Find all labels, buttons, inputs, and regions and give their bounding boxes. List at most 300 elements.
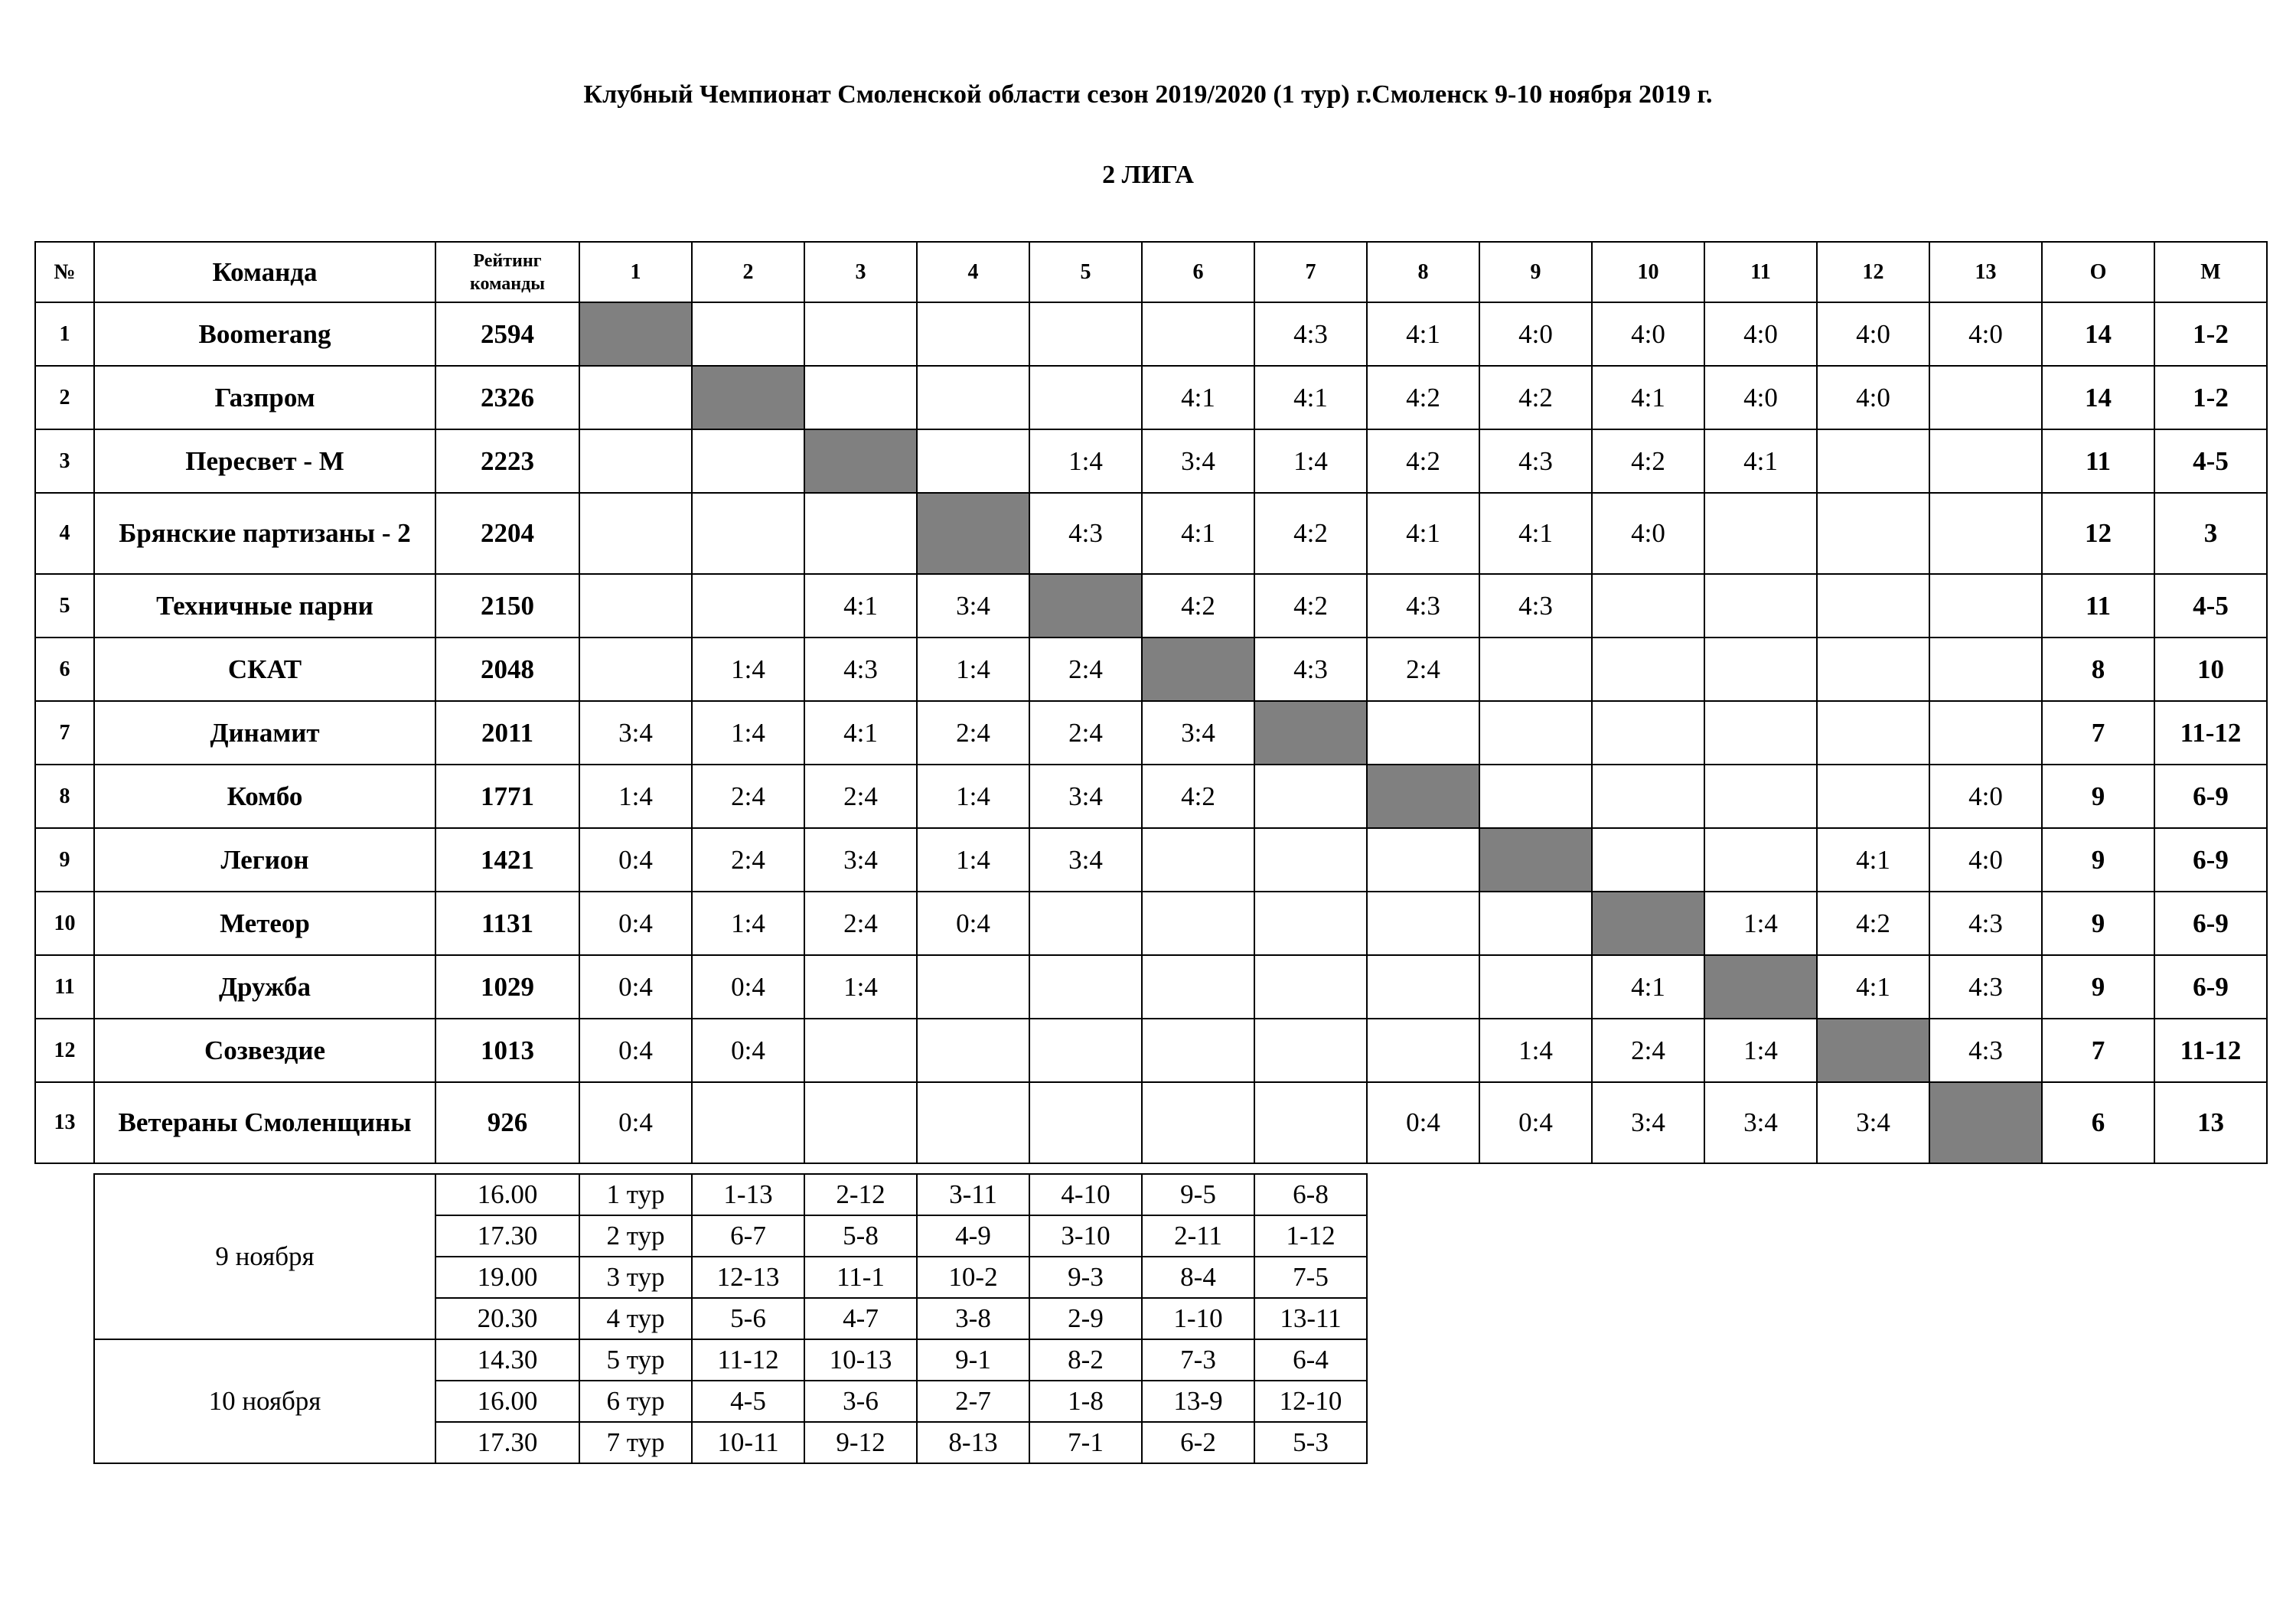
result-cell: 4:2 (1254, 574, 1367, 638)
result-cell: 0:4 (579, 1019, 692, 1082)
schedule-game: 3-6 (804, 1381, 917, 1422)
result-cell: 0:4 (1479, 1082, 1592, 1163)
header-rating (435, 242, 579, 302)
result-cell (1817, 638, 1929, 701)
result-cell: 2:4 (692, 828, 804, 892)
result-cell: 0:4 (579, 828, 692, 892)
schedule-game: 11-1 (804, 1257, 917, 1298)
diagonal-cell (1479, 828, 1592, 892)
result-cell: 1:4 (692, 892, 804, 955)
team-place: 1-2 (2154, 366, 2267, 429)
result-cell (1929, 701, 2042, 765)
league-title: 2 ЛИГА (1102, 161, 1194, 189)
document-title: Клубный Чемпионат Смоленской области сезон 2019/2020 (1 тур) г.Смоленск 9-10 ноября 2019 г. (583, 80, 1713, 109)
team-place: 10 (2154, 638, 2267, 701)
schedule-time: 14.30 (435, 1339, 579, 1381)
schedule-game: 7-3 (1142, 1339, 1254, 1381)
schedule-game: 2-12 (804, 1174, 917, 1215)
result-cell: 2:4 (1592, 1019, 1704, 1082)
result-cell (1929, 493, 2042, 574)
result-cell: 2:4 (1029, 638, 1142, 701)
result-cell: 4:1 (1479, 493, 1592, 574)
schedule-game: 2-7 (917, 1381, 1029, 1422)
result-cell (1929, 574, 2042, 638)
team-name: Комбо (94, 765, 435, 828)
result-cell (1592, 828, 1704, 892)
result-cell: 3:4 (1029, 765, 1142, 828)
result-cell (1704, 828, 1817, 892)
result-cell (1367, 701, 1479, 765)
header-rating-line2: команды (470, 273, 545, 294)
schedule-game: 1-8 (1029, 1381, 1142, 1422)
result-cell (1592, 574, 1704, 638)
schedule-game: 8-2 (1029, 1339, 1142, 1381)
team-rating: 1029 (435, 955, 579, 1019)
result-cell (1029, 955, 1142, 1019)
result-cell (1592, 765, 1704, 828)
schedule-game: 9-3 (1029, 1257, 1142, 1298)
result-cell: 1:4 (917, 638, 1029, 701)
result-cell: 4:0 (1929, 828, 2042, 892)
result-cell (804, 1082, 917, 1163)
result-cell: 4:1 (1254, 366, 1367, 429)
result-cell (917, 366, 1029, 429)
header-opponent-4: 4 (917, 242, 1029, 302)
result-cell (917, 1082, 1029, 1163)
result-cell: 1:4 (917, 765, 1029, 828)
result-cell: 4:1 (1817, 955, 1929, 1019)
result-cell (1817, 765, 1929, 828)
result-cell (1817, 574, 1929, 638)
team-name: Динамит (94, 701, 435, 765)
row-number: 2 (35, 366, 94, 429)
team-name: Пересвет - М (94, 429, 435, 493)
team-rating: 2326 (435, 366, 579, 429)
result-cell: 4:2 (1817, 892, 1929, 955)
result-cell (917, 429, 1029, 493)
team-points: 9 (2042, 828, 2154, 892)
schedule-round: 2 тур (579, 1215, 692, 1257)
schedule-game: 7-1 (1029, 1422, 1142, 1463)
standings-row (35, 302, 2267, 366)
result-cell: 3:4 (1029, 828, 1142, 892)
standings-row (35, 701, 2267, 765)
result-cell: 4:0 (1704, 366, 1817, 429)
header-opponent-1: 1 (579, 242, 692, 302)
header-place: М (2154, 242, 2267, 302)
schedule-body (94, 1174, 1367, 1463)
team-place: 6-9 (2154, 765, 2267, 828)
schedule-time: 16.00 (435, 1381, 579, 1422)
schedule-time: 19.00 (435, 1257, 579, 1298)
row-number: 5 (35, 574, 94, 638)
schedule-game: 1-12 (1254, 1215, 1367, 1257)
result-cell: 1:4 (692, 701, 804, 765)
result-cell: 0:4 (579, 892, 692, 955)
header-opponent-6: 6 (1142, 242, 1254, 302)
row-number: 3 (35, 429, 94, 493)
team-name: Брянские партизаны - 2 (94, 493, 435, 574)
result-cell: 0:4 (692, 1019, 804, 1082)
schedule-row (94, 1339, 1367, 1381)
schedule-game: 13-9 (1142, 1381, 1254, 1422)
standings-row (35, 765, 2267, 828)
schedule-time: 16.00 (435, 1174, 579, 1215)
schedule-table (93, 1173, 1368, 1464)
result-cell: 1:4 (1029, 429, 1142, 493)
result-cell: 4:0 (1929, 302, 2042, 366)
team-place: 13 (2154, 1082, 2267, 1163)
schedule-game: 12-13 (692, 1257, 804, 1298)
standings-row (35, 574, 2267, 638)
team-place: 11-12 (2154, 1019, 2267, 1082)
row-number: 8 (35, 765, 94, 828)
result-cell: 4:3 (804, 638, 917, 701)
result-cell: 4:2 (1142, 765, 1254, 828)
team-place: 6-9 (2154, 892, 2267, 955)
team-place: 6-9 (2154, 955, 2267, 1019)
result-cell (1704, 638, 1817, 701)
result-cell (692, 1082, 804, 1163)
diagonal-cell (804, 429, 917, 493)
result-cell: 4:1 (804, 574, 917, 638)
team-points: 11 (2042, 429, 2154, 493)
result-cell: 2:4 (917, 701, 1029, 765)
result-cell (1367, 955, 1479, 1019)
row-number: 4 (35, 493, 94, 574)
team-points: 7 (2042, 701, 2154, 765)
result-cell: 3:4 (1142, 701, 1254, 765)
result-cell: 4:0 (1817, 302, 1929, 366)
result-cell (1479, 701, 1592, 765)
schedule-game: 5-3 (1254, 1422, 1367, 1463)
result-cell (1479, 765, 1592, 828)
schedule-game: 11-12 (692, 1339, 804, 1381)
result-cell (1592, 701, 1704, 765)
schedule-game: 6-4 (1254, 1339, 1367, 1381)
result-cell (917, 1019, 1029, 1082)
result-cell: 2:4 (1029, 701, 1142, 765)
result-cell: 1:4 (1704, 892, 1817, 955)
team-points: 7 (2042, 1019, 2154, 1082)
result-cell (1704, 574, 1817, 638)
row-number: 12 (35, 1019, 94, 1082)
result-cell (1029, 366, 1142, 429)
result-cell (1367, 1019, 1479, 1082)
team-name: Метеор (94, 892, 435, 955)
diagonal-cell (692, 366, 804, 429)
result-cell: 4:3 (1479, 574, 1592, 638)
schedule-round: 3 тур (579, 1257, 692, 1298)
schedule-game: 9-1 (917, 1339, 1029, 1381)
diagonal-cell (1929, 1082, 2042, 1163)
result-cell: 4:0 (1592, 302, 1704, 366)
team-points: 8 (2042, 638, 2154, 701)
result-cell (1479, 955, 1592, 1019)
row-number: 9 (35, 828, 94, 892)
team-rating: 2223 (435, 429, 579, 493)
result-cell (1479, 892, 1592, 955)
header-team: Команда (94, 242, 435, 302)
team-points: 11 (2042, 574, 2154, 638)
result-cell: 4:1 (804, 701, 917, 765)
team-name: СКАТ (94, 638, 435, 701)
result-cell (1367, 828, 1479, 892)
result-cell (1029, 1082, 1142, 1163)
result-cell (1929, 366, 2042, 429)
result-cell: 4:1 (1142, 366, 1254, 429)
result-cell: 4:1 (1367, 302, 1479, 366)
result-cell (1142, 955, 1254, 1019)
standings-row (35, 1019, 2267, 1082)
result-cell (1029, 1019, 1142, 1082)
standings-table (34, 241, 2268, 1164)
team-name: Дружба (94, 955, 435, 1019)
result-cell (1817, 701, 1929, 765)
row-number: 13 (35, 1082, 94, 1163)
schedule-game: 2-9 (1029, 1298, 1142, 1339)
team-rating: 2048 (435, 638, 579, 701)
standings-header-row (35, 242, 2267, 302)
result-cell: 0:4 (917, 892, 1029, 955)
schedule-game: 8-4 (1142, 1257, 1254, 1298)
team-name: Ветераны Смоленщины (94, 1082, 435, 1163)
result-cell: 4:2 (1592, 429, 1704, 493)
schedule-game: 12-10 (1254, 1381, 1367, 1422)
result-cell (1254, 892, 1367, 955)
team-points: 6 (2042, 1082, 2154, 1163)
result-cell: 1:4 (692, 638, 804, 701)
result-cell: 4:2 (1367, 429, 1479, 493)
result-cell (1029, 302, 1142, 366)
header-opponent-13: 13 (1929, 242, 2042, 302)
team-name: Газпром (94, 366, 435, 429)
result-cell (1367, 892, 1479, 955)
result-cell: 4:2 (1479, 366, 1592, 429)
result-cell: 3:4 (917, 574, 1029, 638)
result-cell (1704, 701, 1817, 765)
schedule-game: 4-7 (804, 1298, 917, 1339)
result-cell: 4:2 (1142, 574, 1254, 638)
result-cell (1254, 828, 1367, 892)
team-place: 6-9 (2154, 828, 2267, 892)
team-place: 4-5 (2154, 429, 2267, 493)
standings-row (35, 955, 2267, 1019)
result-cell (579, 493, 692, 574)
result-cell: 4:0 (1929, 765, 2042, 828)
result-cell: 4:3 (1029, 493, 1142, 574)
schedule-game: 6-8 (1254, 1174, 1367, 1215)
diagonal-cell (917, 493, 1029, 574)
header-opponent-5: 5 (1029, 242, 1142, 302)
result-cell (692, 574, 804, 638)
team-points: 9 (2042, 892, 2154, 955)
result-cell (1704, 765, 1817, 828)
result-cell: 4:3 (1254, 638, 1367, 701)
schedule-game: 10-2 (917, 1257, 1029, 1298)
schedule-game: 1-10 (1142, 1298, 1254, 1339)
standings-row (35, 493, 2267, 574)
result-cell: 4:1 (1367, 493, 1479, 574)
team-rating: 2150 (435, 574, 579, 638)
result-cell: 2:4 (692, 765, 804, 828)
header-opponent-12: 12 (1817, 242, 1929, 302)
result-cell: 3:4 (804, 828, 917, 892)
schedule-game: 4-10 (1029, 1174, 1142, 1215)
result-cell: 3:4 (1817, 1082, 1929, 1163)
schedule-round: 1 тур (579, 1174, 692, 1215)
result-cell: 4:0 (1817, 366, 1929, 429)
result-cell (1817, 493, 1929, 574)
result-cell (1254, 1019, 1367, 1082)
result-cell (804, 1019, 917, 1082)
result-cell: 4:3 (1479, 429, 1592, 493)
team-place: 11-12 (2154, 701, 2267, 765)
result-cell: 4:3 (1254, 302, 1367, 366)
schedule-round: 7 тур (579, 1422, 692, 1463)
standings-row (35, 1082, 2267, 1163)
result-cell: 4:3 (1929, 955, 2042, 1019)
schedule-game: 5-6 (692, 1298, 804, 1339)
diagonal-cell (579, 302, 692, 366)
diagonal-cell (1142, 638, 1254, 701)
row-number: 6 (35, 638, 94, 701)
result-cell: 4:0 (1704, 302, 1817, 366)
schedule-round: 5 тур (579, 1339, 692, 1381)
team-points: 9 (2042, 955, 2154, 1019)
result-cell: 1:4 (1254, 429, 1367, 493)
row-number: 1 (35, 302, 94, 366)
result-cell (1929, 429, 2042, 493)
schedule-time: 20.30 (435, 1298, 579, 1339)
schedule-game: 2-11 (1142, 1215, 1254, 1257)
result-cell: 0:4 (692, 955, 804, 1019)
result-cell: 1:4 (579, 765, 692, 828)
result-cell (1142, 828, 1254, 892)
result-cell (692, 302, 804, 366)
result-cell: 4:1 (1592, 955, 1704, 1019)
result-cell (692, 493, 804, 574)
result-cell (1704, 493, 1817, 574)
result-cell (1142, 1082, 1254, 1163)
result-cell: 4:3 (1367, 574, 1479, 638)
result-cell (579, 366, 692, 429)
result-cell: 0:4 (1367, 1082, 1479, 1163)
standings-row (35, 429, 2267, 493)
row-number: 11 (35, 955, 94, 1019)
team-points: 12 (2042, 493, 2154, 574)
diagonal-cell (1704, 955, 1817, 1019)
result-cell: 4:1 (1704, 429, 1817, 493)
schedule-day: 9 ноября (94, 1174, 435, 1339)
result-cell (804, 366, 917, 429)
result-cell (1817, 429, 1929, 493)
result-cell: 1:4 (1704, 1019, 1817, 1082)
result-cell (1142, 302, 1254, 366)
schedule-game: 9-5 (1142, 1174, 1254, 1215)
team-name: Техничные парни (94, 574, 435, 638)
header-rating-line1: Рейтинг (473, 250, 542, 271)
result-cell (1479, 638, 1592, 701)
result-cell (692, 429, 804, 493)
result-cell (804, 302, 917, 366)
result-cell: 1:4 (1479, 1019, 1592, 1082)
result-cell (1142, 892, 1254, 955)
team-name: Созвездие (94, 1019, 435, 1082)
schedule-day: 10 ноября (94, 1339, 435, 1463)
result-cell (1929, 638, 2042, 701)
result-cell: 4:2 (1254, 493, 1367, 574)
schedule-row (94, 1174, 1367, 1215)
header-num: № (35, 242, 94, 302)
team-rating: 1421 (435, 828, 579, 892)
team-rating: 1131 (435, 892, 579, 955)
team-points: 14 (2042, 302, 2154, 366)
result-cell: 2:4 (804, 892, 917, 955)
diagonal-cell (1254, 701, 1367, 765)
schedule-game: 6-2 (1142, 1422, 1254, 1463)
standings-row (35, 638, 2267, 701)
team-points: 9 (2042, 765, 2154, 828)
result-cell: 4:2 (1367, 366, 1479, 429)
result-cell (1029, 892, 1142, 955)
result-cell: 4:0 (1592, 493, 1704, 574)
result-cell (1142, 1019, 1254, 1082)
schedule-game: 10-13 (804, 1339, 917, 1381)
header-opponent-3: 3 (804, 242, 917, 302)
schedule-game: 4-9 (917, 1215, 1029, 1257)
result-cell (1254, 955, 1367, 1019)
result-cell: 0:4 (579, 1082, 692, 1163)
schedule-game: 3-10 (1029, 1215, 1142, 1257)
header-opponent-11: 11 (1704, 242, 1817, 302)
row-number: 10 (35, 892, 94, 955)
result-cell: 1:4 (917, 828, 1029, 892)
team-place: 1-2 (2154, 302, 2267, 366)
schedule-game: 5-8 (804, 1215, 917, 1257)
diagonal-cell (1817, 1019, 1929, 1082)
result-cell: 4:3 (1929, 892, 2042, 955)
result-cell: 3:4 (1592, 1082, 1704, 1163)
schedule-round: 4 тур (579, 1298, 692, 1339)
schedule-game: 1-13 (692, 1174, 804, 1215)
result-cell: 3:4 (1704, 1082, 1817, 1163)
schedule-time: 17.30 (435, 1215, 579, 1257)
result-cell: 1:4 (804, 955, 917, 1019)
header-points: О (2042, 242, 2154, 302)
header-opponent-9: 9 (1479, 242, 1592, 302)
result-cell (917, 955, 1029, 1019)
schedule-game: 9-12 (804, 1422, 917, 1463)
result-cell (1592, 638, 1704, 701)
standings-body (35, 302, 2267, 1163)
team-place: 3 (2154, 493, 2267, 574)
diagonal-cell (1592, 892, 1704, 955)
schedule-round: 6 тур (579, 1381, 692, 1422)
result-cell (579, 574, 692, 638)
result-cell: 4:3 (1929, 1019, 2042, 1082)
header-opponent-7: 7 (1254, 242, 1367, 302)
result-cell: 3:4 (1142, 429, 1254, 493)
team-rating: 2594 (435, 302, 579, 366)
result-cell (804, 493, 917, 574)
schedule-game: 4-5 (692, 1381, 804, 1422)
diagonal-cell (1029, 574, 1142, 638)
result-cell: 2:4 (1367, 638, 1479, 701)
result-cell: 2:4 (804, 765, 917, 828)
result-cell: 4:1 (1592, 366, 1704, 429)
header-opponent-10: 10 (1592, 242, 1704, 302)
